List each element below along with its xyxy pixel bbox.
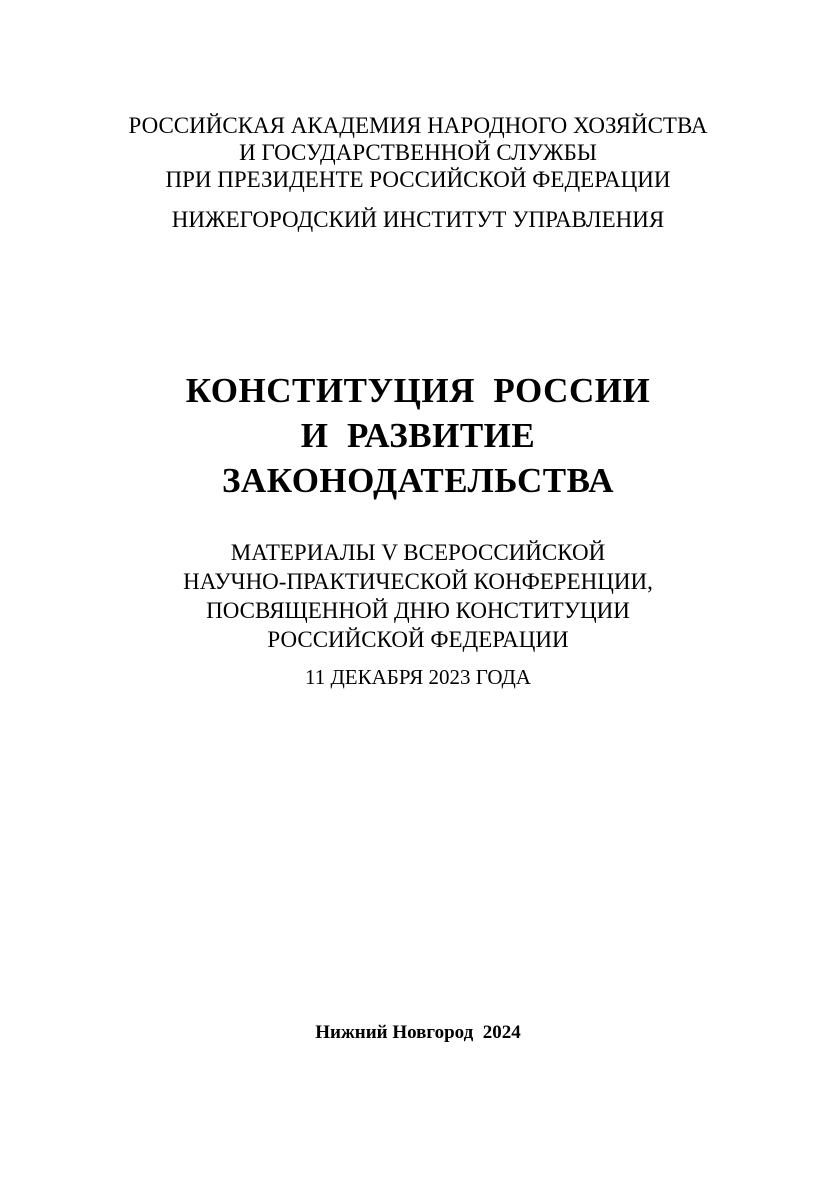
subtitle-line-2: НАУЧНО-ПРАКТИЧЕСКОЙ КОНФЕРЕНЦИИ,	[183, 569, 653, 594]
imprint-place-year: Нижний Новгород 2024	[315, 1022, 521, 1043]
title-line-3: ЗАКОНОДАТЕЛЬСТВА	[221, 461, 615, 500]
institution-line-1: РОССИЙСКАЯ АКАДЕМИЯ НАРОДНОГО ХОЗЯЙСТВА	[128, 113, 708, 138]
title-line-1: КОНСТИТУЦИЯ РОССИИ	[185, 371, 651, 410]
institution-line-2: И ГОСУДАРСТВЕННОЙ СЛУЖБЫ	[239, 140, 597, 165]
subtitle-line-3: ПОСВЯЩЕННОЙ ДНЮ КОНСТИТУЦИИ	[206, 598, 630, 623]
imprint	[0, 1021, 836, 1045]
title-line-2: И РАЗВИТИЕ	[300, 416, 536, 455]
institution-branch-line: НИЖЕГОРОДСКИЙ ИНСТИТУТ УПРАВЛЕНИЯ	[171, 207, 665, 232]
institution-header	[0, 112, 836, 193]
document-subtitle	[0, 538, 836, 654]
conference-date-text: 11 ДЕКАБРЯ 2023 ГОДА	[305, 665, 531, 689]
subtitle-line-4: РОССИЙСКОЙ ФЕДЕРАЦИИ	[267, 627, 569, 652]
subtitle-line-1: МАТЕРИАЛЫ V ВСЕРОССИЙСКОЙ	[230, 540, 606, 565]
document-title	[0, 368, 836, 503]
institution-line-3: ПРИ ПРЕЗИДЕНТЕ РОССИЙСКОЙ ФЕДЕРАЦИИ	[165, 167, 671, 192]
conference-date	[0, 664, 836, 690]
institution-branch	[0, 206, 836, 233]
